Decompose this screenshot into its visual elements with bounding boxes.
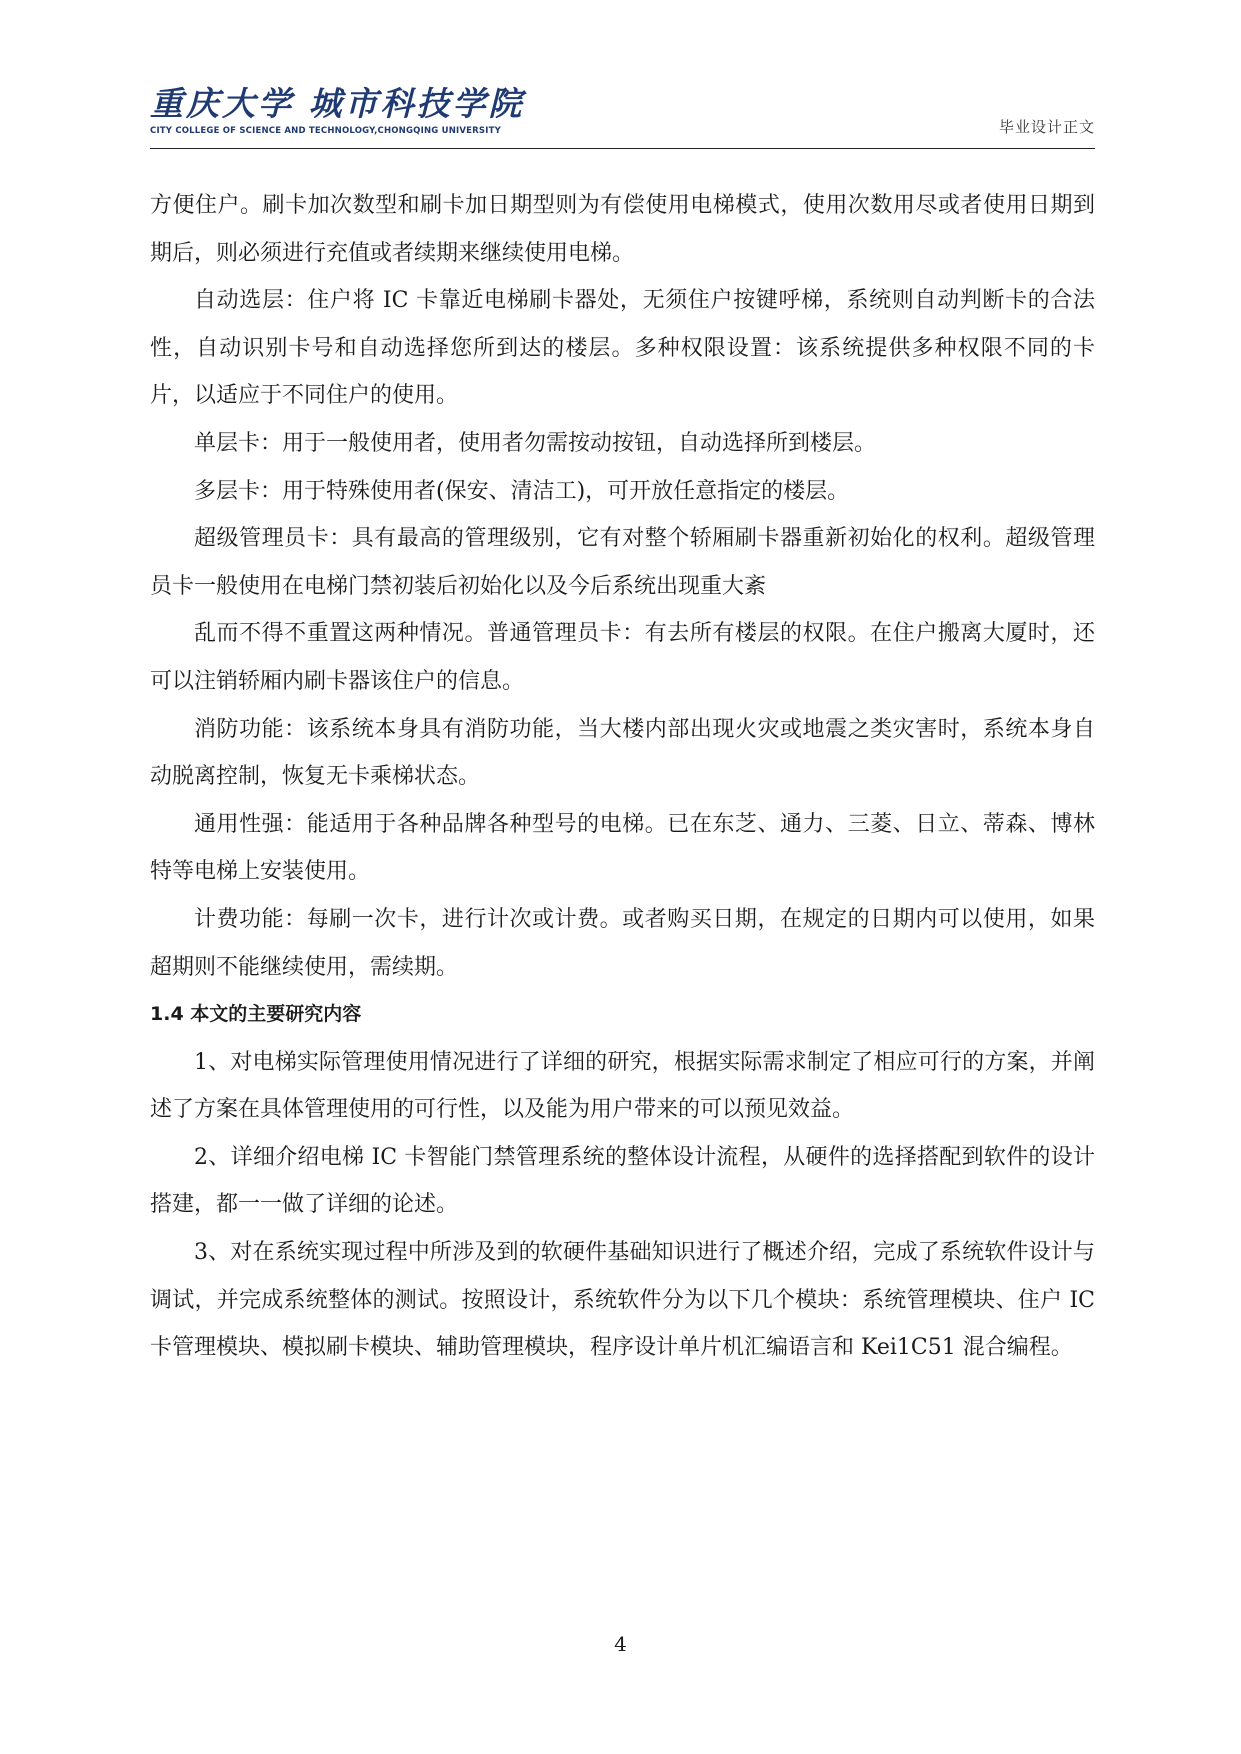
paragraph: 2、详细介绍电梯 IC 卡智能门禁管理系统的整体设计流程，从硬件的选择搭配到软件的设计搭建，都一一做了详细的论述。: [150, 1144, 1095, 1218]
paragraph: 乱而不得不重置这两种情况。普通管理员卡：有去所有楼层的权限。在住户搬离大厦时，还可以注销轿厢内刷卡器该住户的信息。: [150, 621, 1095, 694]
paragraph: 消防功能：该系统本身具有消防功能，当大楼内部出现火灾或地震之类灾害时，系统本身自动脱离控制，恢复无卡乘梯状态。: [150, 716, 1095, 790]
paragraph: 超级管理员卡：具有最高的管理级别，它有对整个轿厢刷卡器重新初始化的权利。超级管理员卡一般使用在电梯门禁初装后初始化以及今后系统出现重大紊: [150, 526, 1095, 599]
paragraph: 自动选层：住户将 IC 卡靠近电梯刷卡器处，无须住户按键呼梯，系统则自动判断卡的合法性，自动识别卡号和自动选择您所到达的楼层。多种权限设置：该系统提供多种权限不同的卡片，以适应于不同住户的使用。: [150, 288, 1095, 409]
header-document-type: 毕业设计正文: [998, 118, 1095, 136]
paragraph: 通用性强：能适用于各种品牌各种型号的电梯。已在东芝、通力、三菱、日立、蒂森、博林特等电梯上安装使用。: [150, 811, 1095, 885]
page-number: 4: [614, 1632, 627, 1656]
logo-chinese-name: 重庆大学 城市科技学院: [150, 84, 525, 123]
header-divider: [150, 148, 1095, 149]
logo-english-name: CITY COLLEGE OF SCIENCE AND TECHNOLOGY,CHONGQING UNIVERSITY: [150, 126, 501, 136]
university-logo: [150, 86, 525, 136]
section-heading: 1.4 本文的主要研究内容: [150, 1003, 362, 1026]
paragraph: 3、对在系统实现过程中所涉及到的软硬件基础知识进行了概述介绍，完成了系统软件设计与调试，并完成系统整体的测试。按照设计，系统软件分为以下几个模块：系统管理模块、住户 IC 卡管理模块、模拟刷卡模块、辅助管理模块，程序设计单片机汇编语言和 Kei1C51 混合编程。: [150, 1240, 1095, 1361]
body-content: [150, 182, 1095, 1372]
paragraph: 1、对电梯实际管理使用情况进行了详细的研究，根据实际需求制定了相应可行的方案，并阐述了方案在具体管理使用的可行性，以及能为用户带来的可以预见效益。: [150, 1049, 1095, 1123]
paragraph: 方便住户。刷卡加次数型和刷卡加日期型则为有偿使用电梯模式，使用次数用尽或者使用日期到期后，则必须进行充值或者续期来继续使用电梯。: [150, 193, 1095, 266]
page-header: [150, 86, 1095, 148]
paragraph: 计费功能：每刷一次卡，进行计次或计费。或者购买日期，在规定的日期内可以使用，如果超期则不能继续使用，需续期。: [150, 906, 1095, 980]
paragraph: 单层卡：用于一般使用者，使用者勿需按动按钮，自动选择所到楼层。: [194, 430, 877, 456]
paragraph: 多层卡：用于特殊使用者(保安、清洁工)，可开放任意指定的楼层。: [194, 478, 850, 504]
